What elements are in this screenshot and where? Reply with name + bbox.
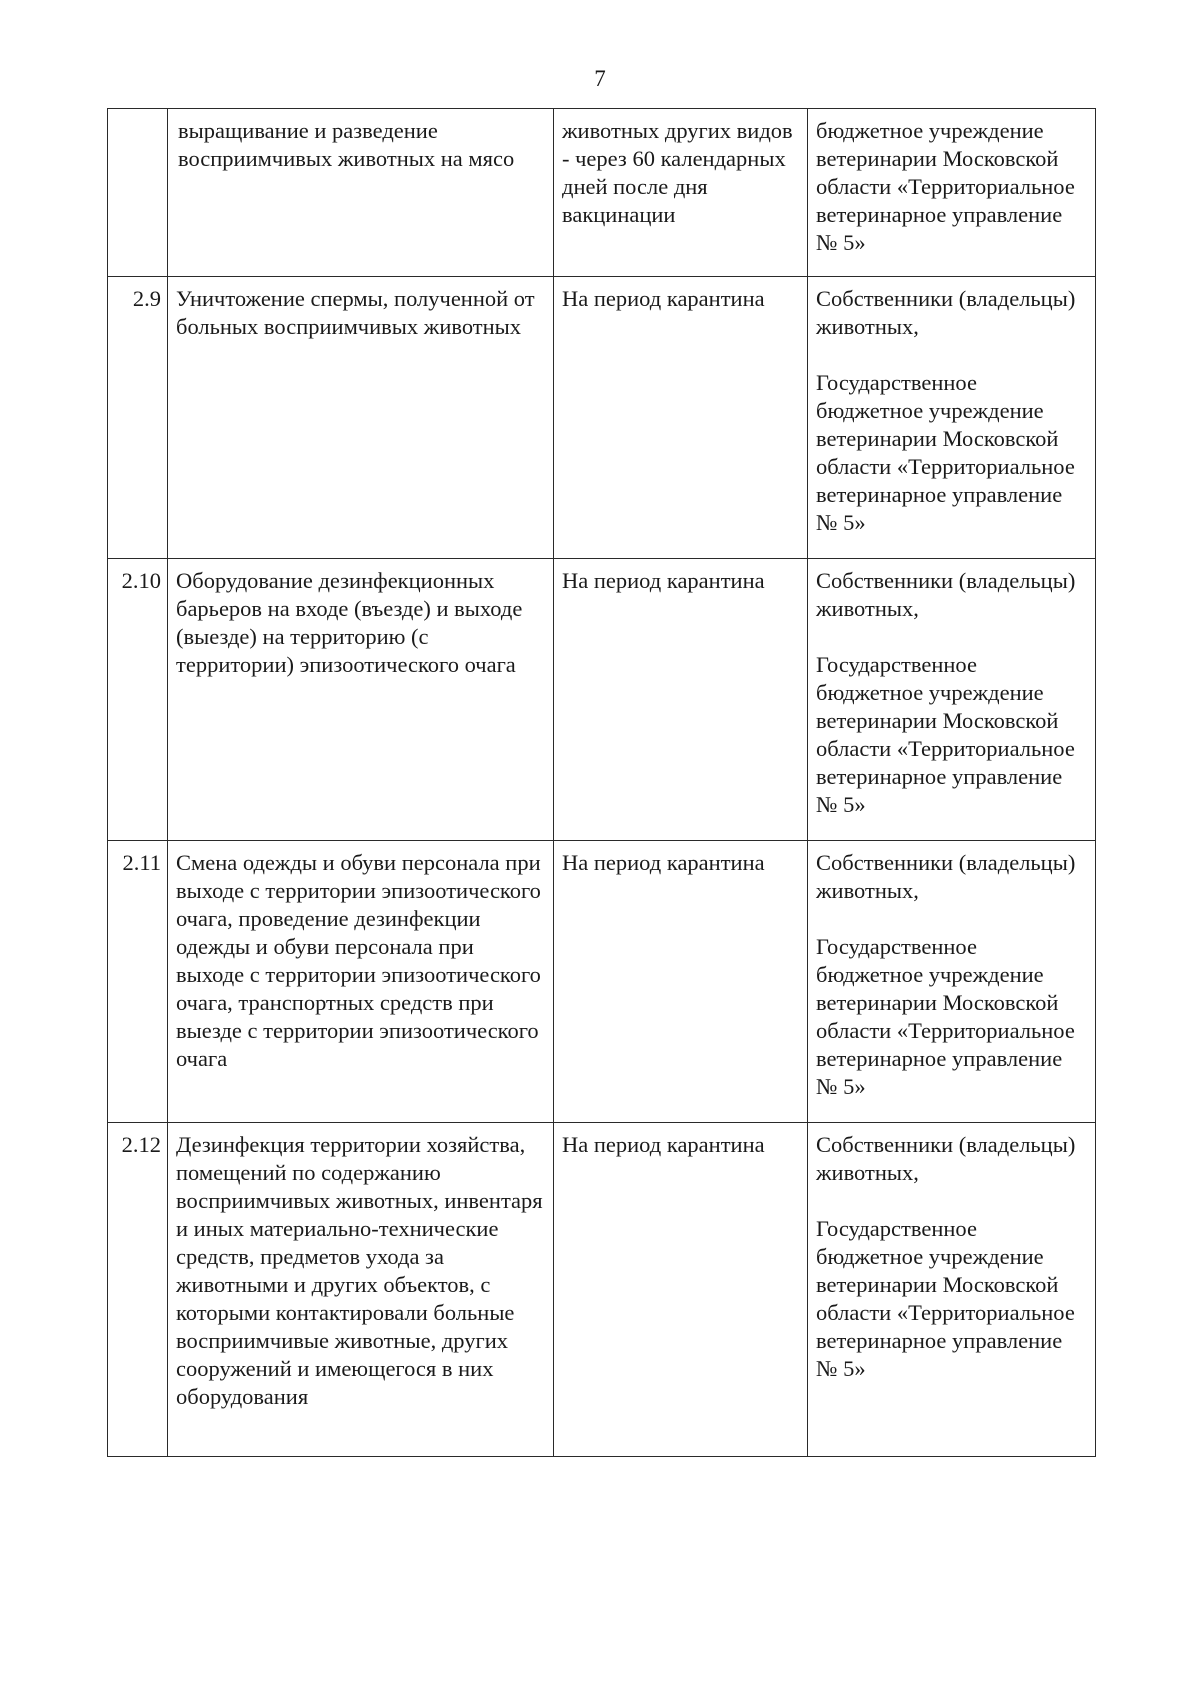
- responsible-cell: [808, 277, 1096, 559]
- responsible-org: Государственное бюджетное учреждение ветеринарии Московской области «Территориальное ветеринарное управление № 5»: [816, 370, 1075, 535]
- responsible-org: Государственное бюджетное учреждение ветеринарии Московской области «Территориальное ветеринарное управление № 5»: [816, 1216, 1075, 1381]
- term-cell: На период карантина: [554, 1123, 808, 1457]
- responsible-cell: [808, 841, 1096, 1123]
- responsible-cell: [808, 109, 1096, 277]
- term-cell: На период карантина: [554, 559, 808, 841]
- table-row: [108, 841, 1096, 1123]
- row-number: 2.9: [108, 277, 168, 559]
- responsible-owner: Собственники (владельцы) животных,: [816, 1132, 1076, 1185]
- measure-cell: Смена одежды и обуви персонала при выходе с территории эпизоотического очага, проведение дезинфекции одежды и обуви персонала при выходе с территории эпизоотического очага, транспортных средств при выезде с территории эпизоотического очага: [168, 841, 554, 1123]
- term-cell: На период карантина: [554, 277, 808, 559]
- table-row: [108, 1123, 1096, 1457]
- row-number: 2.12: [108, 1123, 168, 1457]
- table-row: [108, 559, 1096, 841]
- responsible-cell: [808, 1123, 1096, 1457]
- responsible-org: Государственное бюджетное учреждение ветеринарии Московской области «Территориальное ветеринарное управление № 5»: [816, 652, 1075, 817]
- term-cell: животных других видов - через 60 календарных дней после дня вакцинации: [554, 109, 808, 277]
- measures-table: [107, 108, 1096, 1457]
- table-row: [108, 277, 1096, 559]
- responsible-owner: Собственники (владельцы) животных,: [816, 286, 1076, 339]
- responsible-org: Государственное бюджетное учреждение ветеринарии Московской области «Территориальное ветеринарное управление № 5»: [816, 934, 1075, 1099]
- responsible-owner: Собственники (владельцы) животных,: [816, 568, 1076, 621]
- measure-cell: Оборудование дезинфекционных барьеров на входе (въезде) и выходе (выезде) на территорию (с территории) эпизоотического очага: [168, 559, 554, 841]
- table-row: [108, 109, 1096, 277]
- responsible-owner: Собственники (владельцы) животных,: [816, 850, 1076, 903]
- row-number: 2.11: [108, 841, 168, 1123]
- row-number: [108, 109, 168, 277]
- responsible-org: бюджетное учреждение ветеринарии Московской области «Территориальное ветеринарное управление № 5»: [816, 118, 1075, 255]
- measure-cell: Дезинфекция территории хозяйства, помещений по содержанию восприимчивых животных, инвентаря и иных материально-технические средств, предметов ухода за животными и других объектов, с которыми контактировали больные восприимчивые животные, других сооружений и имеющегося в них оборудования: [168, 1123, 554, 1457]
- term-cell: На период карантина: [554, 841, 808, 1123]
- measure-cell: выращивание и разведение восприимчивых животных на мясо: [168, 109, 554, 277]
- responsible-cell: [808, 559, 1096, 841]
- measure-cell: Уничтожение спермы, полученной от больных восприимчивых животных: [168, 277, 554, 559]
- page-number: 7: [594, 66, 606, 91]
- row-number: 2.10: [108, 559, 168, 841]
